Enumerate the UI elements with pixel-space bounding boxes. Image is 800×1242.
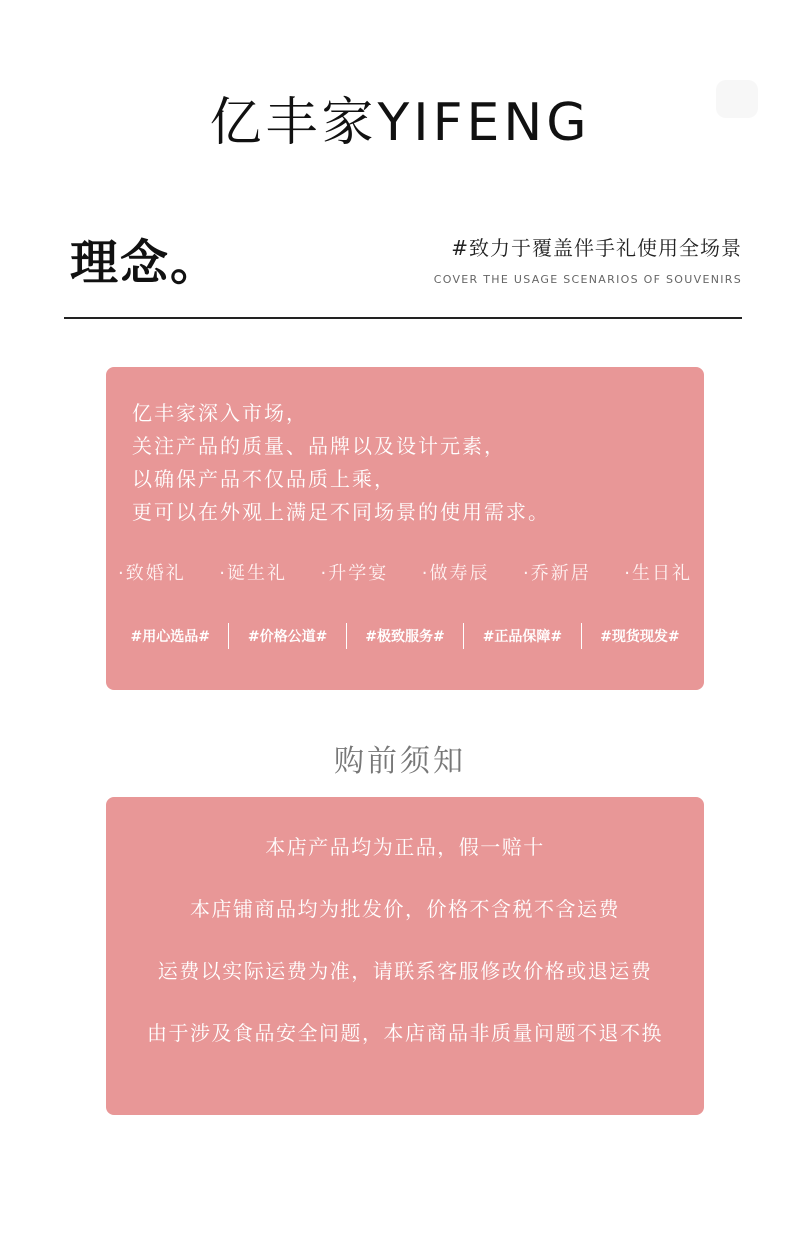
slogan-block [434,232,742,286]
brand-intro-card [106,367,704,690]
intro-line: 亿丰家深入市场， [132,401,308,425]
occasion-item: ·诞生礼 [219,563,287,584]
feature-tags [112,623,698,649]
occasion-item: ·升学宴 [320,563,389,584]
notice-item: 本店铺商品均为批发价，价格不含税不含运费 [190,897,620,921]
notice-item: 由于涉及食品安全问题，本店商品非质量问题不退不换 [147,1021,663,1045]
occasion-item: ·乔新居 [523,563,591,584]
watermark-badge [716,80,758,118]
notice-item: 运费以实际运费为准，请联系客服修改价格或退运费 [157,959,653,983]
feature-tag: #现货现发# [600,629,680,645]
slogan-english: COVER THE USAGE SCENARIOS OF SOUVENIRS [433,273,742,286]
section-divider [64,317,742,319]
feature-tag: #正品保障# [482,629,563,645]
notice-list [106,833,704,1081]
purchase-notice-card [106,797,704,1115]
intro-line: 以确保产品不仅品质上乘， [132,467,396,491]
occasion-item: ·致婚礼 [118,563,186,584]
occasion-item: ·做寿辰 [421,563,490,584]
intro-line: 更可以在外观上满足不同场景的使用需求。 [132,500,550,524]
occasion-list [118,559,692,585]
slogan-chinese: #致力于覆盖伴手礼使用全场景 [451,236,742,260]
brand-title: 亿丰家YIFENG [209,93,591,153]
feature-tag: #价格公道# [247,629,328,645]
feature-tag: #用心选品# [130,629,210,645]
notice-item: 本店产品均为正品，假一赔十 [265,835,545,859]
intro-line: 关注产品的质量、品牌以及设计元素， [132,434,506,458]
occasion-item: ·生日礼 [624,563,692,584]
notice-heading: 购前须知 [334,744,466,779]
intro-text [132,397,550,529]
feature-tag: #极致服务# [365,629,445,645]
philosophy-heading: 理念。 [70,235,221,291]
